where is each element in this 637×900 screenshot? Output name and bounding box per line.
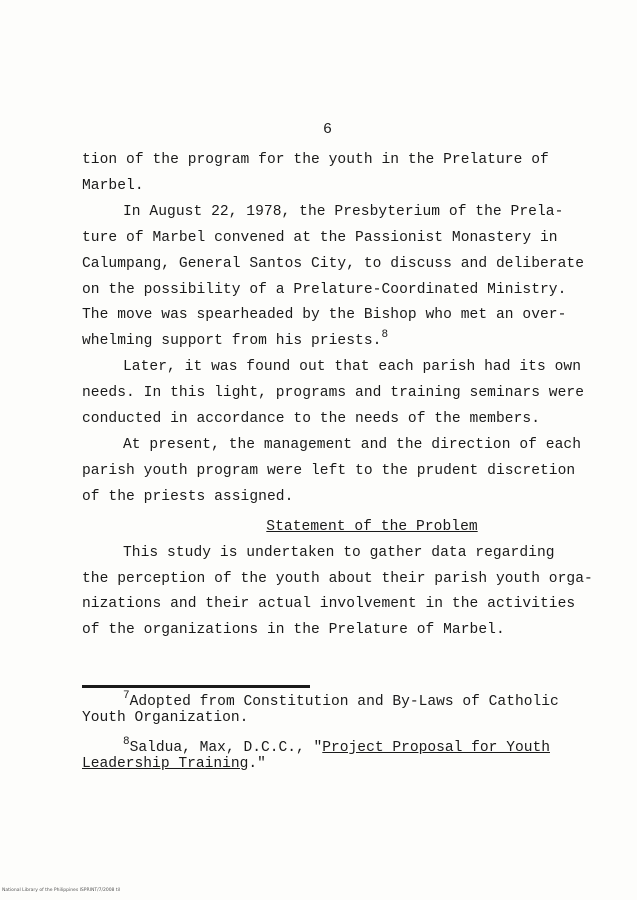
body-line: conducted in accordance to the needs of the members.: [82, 411, 540, 428]
footnote-text: Youth Organization.: [82, 710, 249, 726]
section-line: the perception of the youth about their parish youth orga-: [82, 570, 593, 587]
page-number: 6: [322, 121, 332, 138]
body-line: needs. In this light, programs and training seminars were: [82, 385, 585, 402]
body-line: The move was spearheaded by the Bishop who met an over-: [82, 307, 567, 324]
body-line: Later, it was found out that each parish had its own: [123, 359, 581, 376]
archive-stamp: National Library of the Philippines ISPRINT/7/2008 til: [2, 888, 121, 893]
footnote-7: [82, 690, 582, 726]
footnote-number: 7: [123, 690, 130, 702]
body-line-with-footnote: [82, 329, 582, 355]
footnote-reference: 8: [381, 329, 389, 342]
footnotes: [82, 690, 582, 786]
section-line: nizations and their actual involvement in the activities: [82, 596, 576, 613]
section-line: This study is undertaken to gather data regarding: [123, 544, 555, 561]
footnote-divider: [82, 685, 310, 688]
footnote-text: .": [248, 756, 266, 772]
body-line: Marbel.: [82, 177, 144, 194]
body-line: In August 22, 1978, the Presbyterium of the Prela-: [123, 203, 564, 220]
body-line: At present, the management and the direction of each: [123, 436, 581, 453]
body-line: on the possibility of a Prelature-Coordinated Ministry.: [82, 281, 567, 298]
body-line: parish youth program were left to the prudent discretion: [82, 462, 576, 479]
body-line: whelming support from his priests.: [82, 333, 382, 350]
footnote-text: Saldua, Max, D.C.C., ": [129, 740, 323, 756]
body-line: of the priests assigned.: [82, 488, 294, 505]
footnote-text: Adopted from Constitution and By-Laws of Catholic: [129, 694, 559, 710]
footnote-8: [82, 736, 582, 772]
section-line: of the organizations in the Prelature of Marbel.: [82, 622, 505, 639]
footnote-title: Project Proposal for Youth: [322, 740, 550, 756]
body-line: tion of the program for the youth in the Prelature of: [82, 152, 549, 168]
body-line: ture of Marbel convened at the Passionist Monastery in: [82, 229, 558, 246]
footnote-title: Leadership Training: [82, 756, 249, 772]
section-heading: Statement of the Problem: [266, 518, 478, 535]
body-line: Calumpang, General Santos City, to discuss and deliberate: [82, 255, 585, 272]
footnote-number: 8: [123, 736, 130, 748]
body-text: [82, 148, 593, 644]
